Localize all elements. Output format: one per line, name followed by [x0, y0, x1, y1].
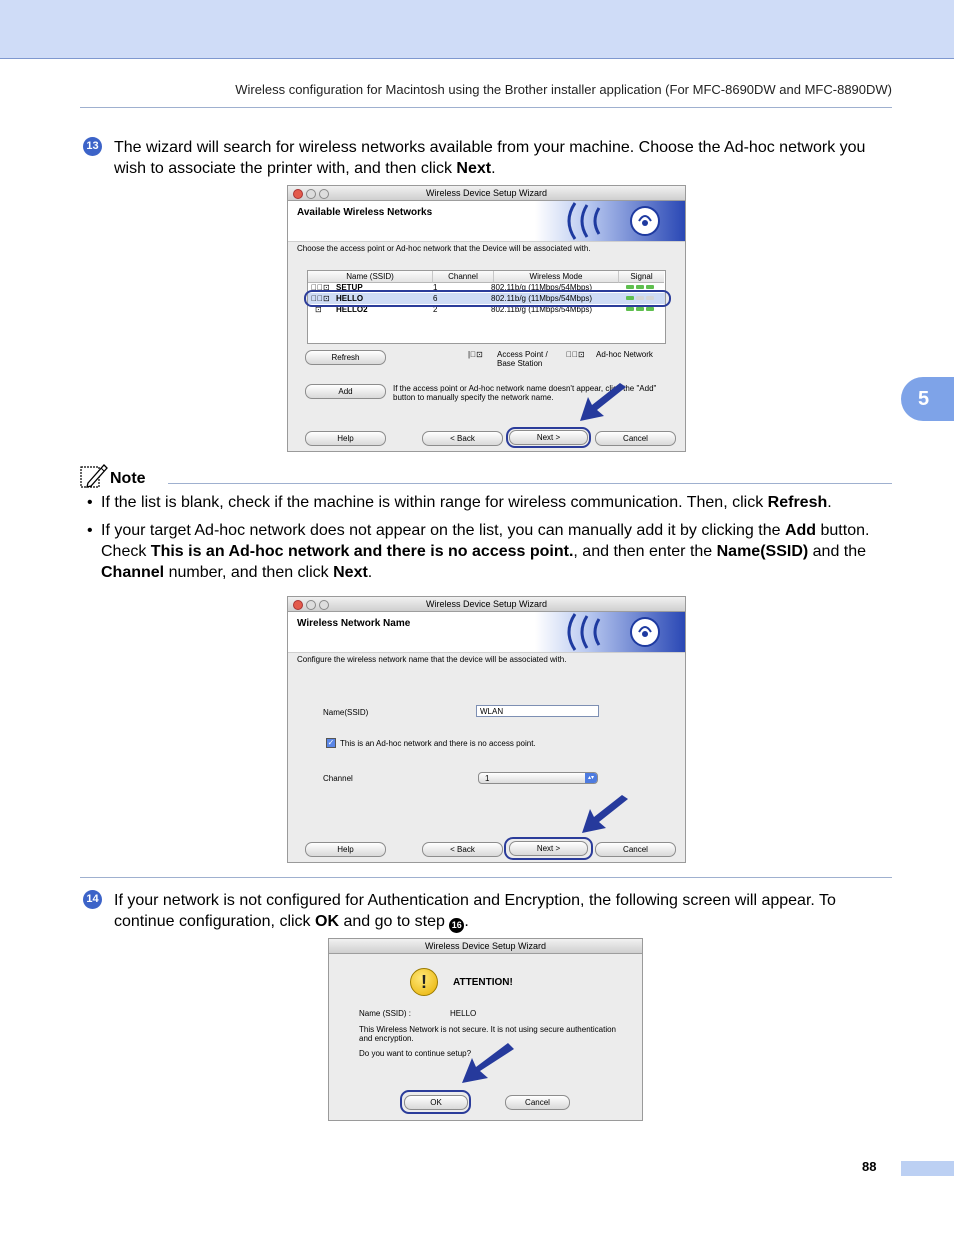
- wizard-banner: [288, 612, 685, 653]
- back-button[interactable]: < Back: [422, 842, 503, 857]
- adhoc-network-icon: ☐ﾟ⊡: [311, 283, 330, 292]
- ssid-value: HELLO: [450, 1009, 477, 1018]
- adhoc-legend-icon: ☐ﾟ⊡: [566, 350, 585, 359]
- window-title: Wireless Device Setup Wizard: [425, 188, 548, 198]
- column-header-ssid[interactable]: Name (SSID): [308, 271, 433, 283]
- column-header-signal[interactable]: Signal: [619, 271, 664, 283]
- instruction-text: Configure the wireless network name that the device will be associated with.: [297, 655, 567, 664]
- attention-dialog: [328, 938, 643, 1121]
- network-row[interactable]: ﾟ⊡ HELLO2 2 802.11b/g (11Mbps/54Mbps): [308, 304, 665, 315]
- channel-label: Channel: [323, 774, 353, 783]
- adhoc-network-icon: ☐ﾟ⊡: [311, 294, 330, 303]
- window-titlebar: [288, 597, 685, 612]
- legend-adhoc: Ad-hoc Network: [596, 350, 653, 359]
- note-bullet-2: • If your target Ad-hoc network does not appear on the list, you can manually add it by clicking the Add button. Check This is an Ad-hoc network and there is no access point., and then enter the Name(SSID) and the Channel number, and then click Next.: [87, 522, 870, 581]
- running-header: Wireless configuration for Macintosh using the Brother installer application (For MFC-8690DW and MFC-8890DW): [235, 82, 892, 97]
- banner-title: Available Wireless Networks: [297, 207, 433, 218]
- security-message: This Wireless Network is not secure. It is not using secure authentication and encryption.: [359, 1025, 616, 1043]
- minimize-window-icon[interactable]: [306, 600, 316, 610]
- network-row[interactable]: ☐ﾟ⊡ SETUP 1 802.11b/g (11Mbps/54Mbps): [308, 282, 665, 293]
- signal-bar: [646, 285, 654, 289]
- signal-bar: [636, 285, 644, 289]
- attention-heading: ATTENTION!: [453, 977, 513, 988]
- access-point-legend-icon: |ﾟ⊡: [468, 350, 483, 359]
- add-hint-text: If the access point or Ad-hoc network name doesn't appear, click the "Add" button to manually specify the network name.: [393, 384, 657, 402]
- instruction-text: Choose the access point or Ad-hoc network that the Device will be associated with.: [297, 244, 591, 253]
- ok-button[interactable]: OK: [404, 1095, 468, 1110]
- pointer-arrow-icon: [578, 383, 628, 423]
- wireless-logo-icon: [535, 201, 685, 241]
- banner-title: Wireless Network Name: [297, 618, 411, 629]
- help-button[interactable]: Help: [305, 431, 386, 446]
- continue-question: Do you want to continue setup?: [359, 1049, 472, 1058]
- available-networks-dialog: [287, 185, 686, 452]
- window-titlebar: [288, 186, 685, 201]
- window-title: Wireless Device Setup Wizard: [424, 941, 547, 951]
- legend-access-point: Access Point / Base Station: [497, 350, 548, 368]
- window-title: Wireless Device Setup Wizard: [425, 599, 548, 609]
- next-button[interactable]: Next >: [509, 841, 588, 856]
- step-14-text: If your network is not configured for Authentication and Encryption, the following screen will appear. To continue configuration, click OK and go to step 16 .: [114, 890, 894, 933]
- cancel-button[interactable]: Cancel: [505, 1095, 570, 1110]
- adhoc-checkbox[interactable]: ✓: [327, 738, 335, 747]
- pointer-arrow-icon: [580, 795, 630, 835]
- next-button[interactable]: Next >: [509, 430, 588, 445]
- close-window-icon[interactable]: [293, 189, 303, 199]
- pointer-arrow-icon: [460, 1043, 516, 1085]
- ssid-label: Name(SSID): [323, 708, 369, 717]
- step-16-ref: 16: [449, 918, 464, 933]
- footer-bar: [901, 1161, 954, 1176]
- help-button[interactable]: Help: [305, 842, 386, 857]
- warning-icon: !: [410, 968, 438, 996]
- step-13-badge: 13: [83, 137, 102, 156]
- step-14-badge: 14: [83, 890, 102, 909]
- add-button[interactable]: Add: [305, 384, 386, 399]
- wireless-logo-icon: [535, 612, 685, 652]
- signal-bar: [626, 285, 634, 289]
- zoom-window-icon[interactable]: [319, 600, 329, 610]
- wizard-banner: [288, 201, 685, 242]
- column-header-mode[interactable]: Wireless Mode: [494, 271, 619, 283]
- refresh-button[interactable]: Refresh: [305, 350, 386, 365]
- close-window-icon[interactable]: [293, 600, 303, 610]
- note-label: Note: [110, 470, 146, 487]
- cancel-button[interactable]: Cancel: [595, 431, 676, 446]
- note-divider: [168, 483, 892, 484]
- ssid-label: Name (SSID) :: [359, 1009, 412, 1018]
- ssid-input[interactable]: WLAN: [476, 705, 599, 717]
- minimize-window-icon[interactable]: [306, 189, 316, 199]
- adhoc-checkbox-label: This is an Ad-hoc network and there is no access point.: [340, 739, 536, 748]
- access-point-icon: ﾟ⊡: [311, 305, 322, 314]
- step-13-text: The wizard will search for wireless networks available from your machine. Choose the Ad-hoc network you wish to associate the printer with, and then click Next.: [114, 139, 866, 177]
- cancel-button[interactable]: Cancel: [595, 842, 676, 857]
- updown-arrows-icon: ▴▾: [585, 773, 597, 783]
- signal-bar: [646, 307, 654, 311]
- network-row[interactable]: ☐ﾟ⊡ HELLO 6 802.11b/g (11Mbps/54Mbps): [308, 293, 665, 304]
- section-divider: [80, 877, 892, 878]
- signal-bar: [626, 307, 634, 311]
- note-header: [80, 463, 892, 489]
- top-banner: [0, 0, 954, 59]
- channel-select[interactable]: 1 ▴▾: [478, 772, 598, 784]
- window-titlebar: [329, 939, 642, 954]
- page-number: 88: [862, 1159, 877, 1174]
- note-bullet-1: • If the list is blank, check if the machine is within range for wireless communication. Then, click Refresh.: [87, 494, 832, 511]
- network-list[interactable]: [307, 270, 666, 344]
- zoom-window-icon[interactable]: [319, 189, 329, 199]
- network-name-dialog: [287, 596, 686, 863]
- selected-row-highlight: [304, 290, 671, 307]
- back-button[interactable]: < Back: [422, 431, 503, 446]
- header-divider: [80, 107, 892, 108]
- chapter-tab: 5: [901, 377, 954, 421]
- signal-bar: [636, 307, 644, 311]
- column-header-channel[interactable]: Channel: [433, 271, 494, 283]
- note-pencil-icon: [80, 463, 108, 489]
